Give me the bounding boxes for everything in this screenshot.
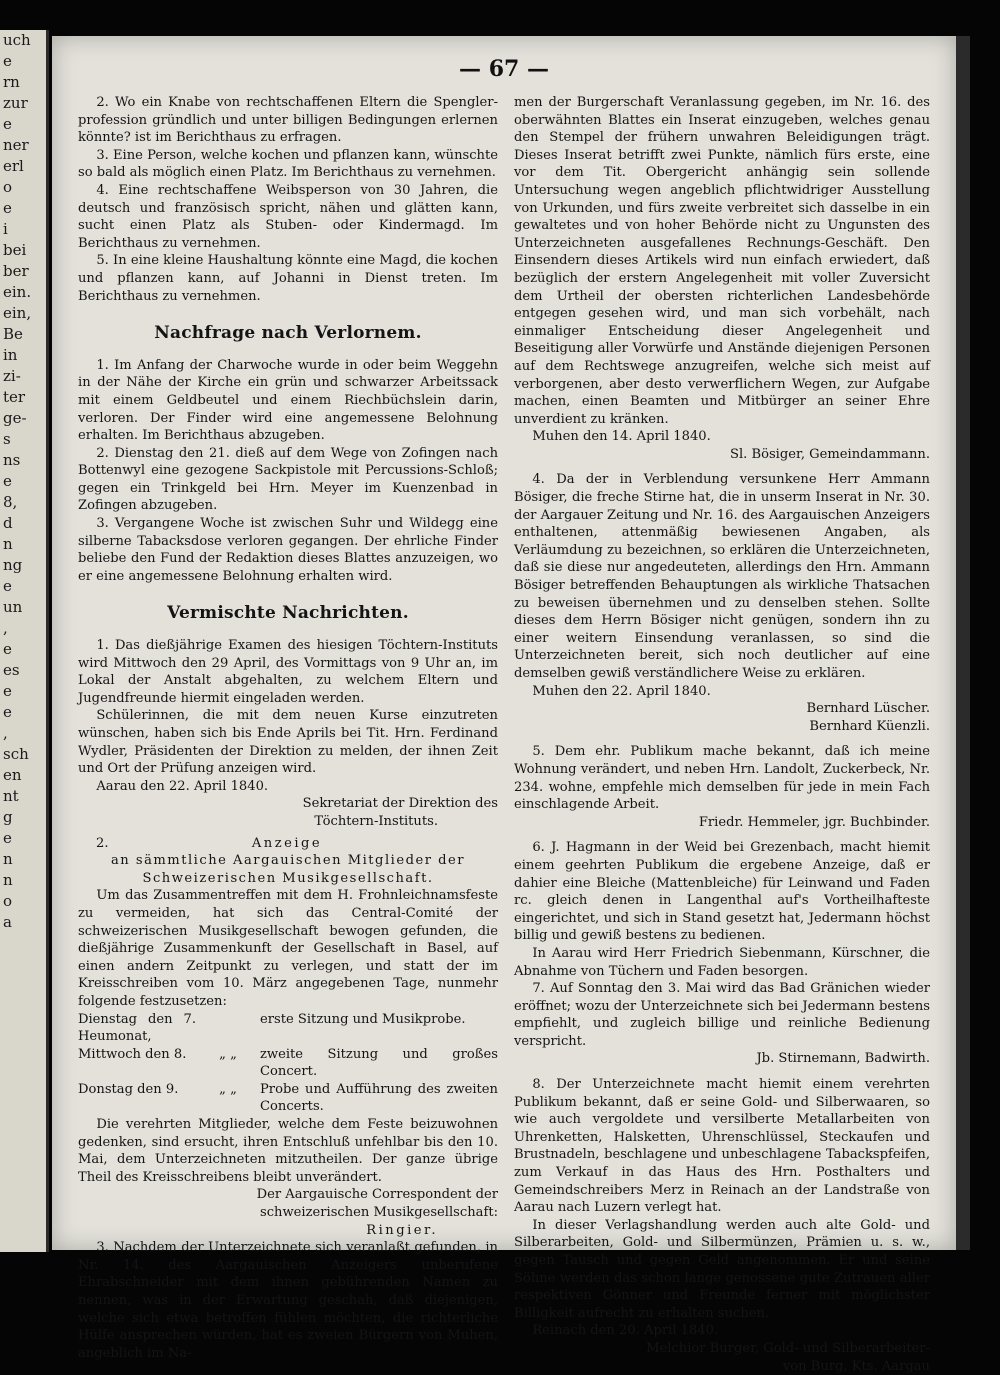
- notice-subtitle: an sämmtliche Aargauischen Mitglieder der: [110, 853, 466, 869]
- adjacent-page-text-fragment: un: [3, 598, 23, 616]
- notice-body: 4. Da der in Verblendung versunkene Herr Ammann Bösiger, die freche Stirne hat, die in unserm Inserat in Nr. 30. der Aargauer Zeitung und Nr. 16. des Aargauischen Anzeigers enthaltenen, attenmäßig bewiesenen Angaben, als Verläumdung zu bezeichnen, so erklären die Unterzeichneten, daß sie diese nur angedeuteten, allerdings den Hrn. Ammann Bösiger betreffenden Behauptungen als wirkliche Thatsachen zu beweisen übernehmen und zu denselben stehen. Sollte dieses dem Herrn Bösiger nicht genügen, sondern ihn zu einer weitern Einsendung veranlassen, so sind die Unterzeichneten bereit, sich noch deutlicher auf eine demselben gewiß verständlichere Weise zu erklären.: [514, 472, 930, 681]
- notice-body: 3. Nachdem der Unterzeichnete sich veranlaßt gefunden, in Nr. 14. des Aargauischen Anzeigers unberufene Ehrabschneider mit dem ihnen gebührenden Namen zu nennen, was in der Erwartung geschah, daß diejenigen, welche sich etwa betroffen fühlen möchten, die richterliche Hülfe ansprechen würden, hat es zweien Bürgern von Muhen, angeblich im Na-: [78, 1240, 498, 1361]
- page-edge: [956, 36, 970, 1250]
- schedule-day: Donstag den 9.: [78, 1081, 179, 1097]
- notice-exam-2: Schülerinnen, die mit dem neuen Kurse einzutreten wünschen, haben sich bis Ende Aprils bei Tit. Hrn. Ferdinand Wydler, Präsidenten der Direktion zu melden, der ihnen Zeit und Ort der Prüfung anzeigen wird.: [78, 708, 498, 777]
- schedule-text: erste Sitzung und Musikprobe.: [260, 1011, 466, 1027]
- adjacent-page-text-fragment: e: [3, 703, 12, 721]
- schedule-text: zweite Sitzung und großes Concert.: [260, 1046, 498, 1080]
- adjacent-page-text-fragment: sch: [3, 745, 29, 763]
- classified-item: 3. Eine Person, welche kochen und pflanzen kann, wünschte so bald als möglich einen Platz. Im Berichthaus zu vernehmen.: [78, 147, 498, 181]
- schedule-day: Mittwoch den 8.: [78, 1046, 187, 1062]
- adjacent-page-text-fragment: ng: [3, 556, 23, 574]
- schedule-row: [78, 1046, 498, 1081]
- notice-signature: Sekretariat der Direktion des: [302, 796, 498, 812]
- adjacent-page-text-fragment: zur: [3, 94, 28, 112]
- page-number: — 67 —: [459, 56, 549, 82]
- left-column: [78, 94, 498, 1362]
- adjacent-page-text-fragment: o: [3, 178, 13, 196]
- lost-item: 1. Im Anfang der Charwoche wurde in oder beim Weggehn in der Nähe der Kirche ein grün und schwarzer Arbeitssack mit einem Geldbeutel und einem Riechbüchslein darin, verloren. Der Finder wird eine angemessene Belohnung erhalten. Im Berichthaus abzugeben.: [78, 357, 498, 444]
- adjacent-page-text-fragment: e: [3, 52, 12, 70]
- adjacent-page-text-fragment: ein,: [3, 304, 32, 322]
- classified-item: 4. Eine rechtschaffene Weibsperson von 30 Jahren, die deutsch und französisch spricht, nähen und glätten kann, sucht einen Platz als Stuben- oder Kindermagd. Im Berichthaus zu vernehmen.: [78, 182, 498, 251]
- schedule-text: Probe und Aufführung des zweiten Concerts.: [260, 1081, 498, 1115]
- adjacent-page-text-fragment: uch: [3, 31, 31, 49]
- notice-signature: Der Aargauische Correspondent der: [256, 1187, 498, 1203]
- notice-signature: Sl. Bösiger, Gemeindammann.: [729, 446, 930, 462]
- adjacent-page-text-fragment: ns: [3, 451, 21, 469]
- adjacent-page-text-fragment: e: [3, 640, 12, 658]
- adjacent-page-text-fragment: Be: [3, 325, 23, 343]
- notice-body: In Aarau wird Herr Friedrich Siebenmann, Kürschner, die Abnahme von Tüchern und Faden besorgen.: [514, 945, 930, 979]
- newspaper-page: [52, 36, 956, 1374]
- notice-signature: Friedr. Hemmeler, jgr. Buchbinder.: [698, 814, 930, 830]
- notice-title-row: [78, 835, 498, 853]
- adjacent-page-text-fragment: ge-: [3, 409, 27, 427]
- adjacent-page-text-fragment: ber: [3, 262, 29, 280]
- notice-signature: Töchtern-Instituts.: [314, 813, 438, 829]
- notice-body: 6. J. Hagmann in der Weid bei Grezenbach, macht hiemit einem geehrten Publikum die ergebene Anzeige, daß er dahier eine Bleiche (Mattenbleiche) für Leinwand und Faden rc. gleich denen in Langenthal auf's Vortheilhafteste eingerichtet, und sich in Stand gesetzt hat, Jedermann höchst billig und gewiß bestens zu bedienen.: [514, 840, 930, 944]
- adjacent-page-text-fragment: en: [3, 766, 22, 784]
- notice-body: 5. Dem ehr. Publikum mache bekannt, daß ich meine Wohnung verändert, und neben Hrn. Landolt, Zuckerbeck, Nr. 234. wohne, empfehle mich demselben für jede in mein Fach einschlagende Arbeit.: [514, 744, 930, 813]
- adjacent-page-text-fragment: e: [3, 199, 12, 217]
- adjacent-page-text-fragment: e: [3, 829, 12, 847]
- notice-body: Um das Zusammentreffen mit dem H. Frohnleichnamsfeste zu vermeiden, hat sich das Central-Comité der schweizerischen Musikgesellschaft bewogen gefunden, die dießjährige Zusammenkunft der Gesellschaft in Basel, auf einen andern Zeitpunkt zu verlegen, und statt der im Kreisschreiben vom 10. März angegebenen Tage, nunmehr folgende festzusetzen:: [78, 888, 498, 1009]
- schedule-day: Dienstag den 7. Heumonat,: [78, 1011, 196, 1045]
- adjacent-page-text-fragment: ,: [3, 619, 8, 637]
- adjacent-page-text-fragment: i: [3, 220, 8, 238]
- adjacent-page-text-fragment: e: [3, 115, 12, 133]
- notice-date: Aarau den 22. April 1840.: [96, 778, 269, 794]
- adjacent-page-text-fragment: n: [3, 871, 13, 889]
- adjacent-page-text-fragment: ,: [3, 724, 8, 742]
- schedule-row: [78, 1011, 498, 1046]
- notice-title: Anzeige: [251, 835, 323, 851]
- notice-body: 8. Der Unterzeichnete macht hiemit einem verehrten Publikum bekannt, daß er seine Gold- und Silberwaaren, so wie auch vergoldete und versilberte Metallarbeiten von Uhrenketten, Halsketten, Uhrenschlüssel, Steckaufen und Brustnadeln, beschlagene und unbeschlagene Tabackspfeifen, zum Verkauf in das Haus des Hrn. Posthalters und Gemeindschreibers Merz in Reinach an der Landstraße von Aarau nach Luzern verlegt hat.: [514, 1077, 930, 1216]
- notice-signature: Bernhard Lüscher.: [806, 701, 930, 717]
- notice-number: 2.: [96, 835, 109, 851]
- classified-item: 2. Wo ein Knabe von rechtschaffenen Eltern die Spenglerprofession gründlich und unter billigen Bedingungen erlernen könnte? ist im Berichthaus zu erfragen.: [78, 95, 498, 146]
- schedule-row: [78, 1081, 498, 1116]
- lost-item: 2. Dienstag den 21. dieß auf dem Wege von Zofingen nach Bottenwyl eine gezogene Sackpistole mit Percussions-Schloß; gegen ein Trinkgeld bei Hrn. Meyer im Kuenzenbad in Zofingen abzugeben.: [78, 445, 498, 514]
- notice-signature: schweizerischen Musikgesellschaft:: [259, 1205, 498, 1221]
- adjacent-page-text-fragment: erl: [3, 157, 24, 175]
- adjacent-page-text-fragment: n: [3, 850, 13, 868]
- adjacent-page-text-fragment: e: [3, 577, 12, 595]
- adjacent-page-text-fragment: s: [3, 430, 11, 448]
- adjacent-page-text-fragment: ein.: [3, 283, 32, 301]
- notice-body: men der Burgerschaft Veranlassung gegeben, im Nr. 16. des oberwähnten Blattes ein Inserat einzugeben, welches genau den Stempel der frühern unwahren Beleidigungen trägt. Dieses Inserat betrifft zwei Punkte, nämlich fürs erste, eine vor dem Tit. Obergericht anhängig sein sollende Untersuchung wegen angeblich pflichtwidriger Ausstellung von Urkunden, und fürs zweite verbreitet sich dasselbe in ein gewaltetes und von hoher Behörde nicht zu Ungunsten des Unterzeichneten ausgefallenes Rechnungs-Geschäft. Den Einsendern dieses Artikels wird nun einfach erwiedert, daß bezüglich der erstern Angelegenheit mit voller Zuversicht dem Urtheil der obersten richterlichen Landesbehörde entgegen gesehen wird, und man sich vorbehält, nach einmaliger Entscheidung dieser Angelegenheit und Beseitigung aller Vorwürfe und Anstände diejenigen Personen auf dem Rechtswege anzugreifen, welche sich meist auf verborgenen, aber desto verwerflichern Wegen, zur Aufgabe machen, einen Beamten und Mitbürger an seiner Ehre unverdient zu kränken.: [514, 95, 930, 427]
- classified-item: 5. In eine kleine Haushaltung könnte eine Magd, die kochen und pflanzen kann, auf Johanni in Dienst treten. Im Berichthaus zu vernehmen.: [78, 253, 498, 304]
- schedule-mark: „ „: [219, 1046, 237, 1062]
- notice-body: In dieser Verlagshandlung werden auch alte Gold- und Silberarbeiten, Gold- und Silbermünzen, Prämien u. s. w., gegen Tausch und gegen Geld angenommen. Er und seine Söhne werden das schon lange genossene gute Zutrauen aller respektiven Gönner und Freunde ferner mit möglichster Billigkeit aufrecht zu erhalten suchen.: [514, 1217, 930, 1321]
- notice-body: Die verehrten Mitglieder, welche dem Feste beizuwohnen gedenken, sind ersucht, ihren Entschluß unfehlbar bis den 10. Mai, dem Unterzeichneten mitzutheilen. Der ganze übrige Theil des Kreisschreibens bleibt unverändert.: [78, 1117, 498, 1185]
- adjacent-page-text-fragment: n: [3, 535, 13, 553]
- notice-signature: Jb. Stirnemann, Badwirth.: [756, 1051, 930, 1067]
- adjacent-page-text-fragment: o: [3, 892, 13, 910]
- section-heading-lost: Nachfrage nach Verlornem.: [154, 323, 422, 344]
- adjacent-page-text-fragment: zi-: [3, 367, 21, 385]
- notice-date: Muhen den 14. April 1840.: [532, 429, 711, 445]
- notice-signature: von Burg, Kts. Aargau: [782, 1358, 930, 1374]
- notice-signature: Melchior Burger, Gold- und Silberarbeiter-: [646, 1340, 930, 1356]
- notice-exam: 1. Das dießjährige Examen des hiesigen Töchtern-Instituts wird Mittwoch den 29 April, des Vormittags von 9 Uhr an, im Lokal der Anstalt abgehalten, zu welchem Eltern und Jugendfreunde hiermit eingeladen werden.: [78, 638, 498, 706]
- adjacent-page-text-fragment: ter: [3, 388, 26, 406]
- schedule-mark: [196, 1011, 260, 1046]
- notice-signature: Ringier.: [366, 1222, 438, 1238]
- notice-body: 7. Auf Sonntag den 3. Mai wird das Bad Gränichen wieder eröffnet; wozu der Unterzeichnete sich bei Jedermann bestens empfiehlt, und zugleich billige und reinliche Bedienung verspricht.: [514, 981, 931, 1049]
- adjacent-page-text-fragment: 8,: [3, 493, 18, 511]
- adjacent-page-text-fragment: g: [3, 808, 13, 826]
- lost-item: 3. Vergangene Woche ist zwischen Suhr und Wildegg eine silberne Tabacksdose verloren gegangen. Der ehrliche Finder beliebe den Fund der Redaktion dieses Blattes anzuzeigen, wo er eine angemessene Belohnung erhalten wird.: [78, 516, 498, 584]
- notice-subtitle: Schweizerischen Musikgesellschaft.: [142, 870, 434, 886]
- adjacent-page-text-fragment: e: [3, 682, 12, 700]
- adjacent-page-text-fragment: rn: [3, 73, 20, 91]
- adjacent-page-text-fragment: ner: [3, 136, 29, 154]
- adjacent-page-text-fragment: e: [3, 472, 12, 490]
- notice-signature: Bernhard Küenzli.: [809, 718, 930, 734]
- notice-date: Reinach den 20. April 1840.: [532, 1323, 719, 1339]
- adjacent-page-text-fragment: bei: [3, 241, 27, 259]
- schedule-mark: „ „: [219, 1081, 237, 1097]
- adjacent-page-text-fragment: d: [3, 514, 13, 532]
- adjacent-page-text-fragment: es: [3, 661, 20, 679]
- adjacent-page-text-fragment: a: [3, 913, 12, 931]
- right-column: [514, 94, 930, 1375]
- adjacent-page-text-fragment: in: [3, 346, 18, 364]
- adjacent-page-text-fragment: nt: [3, 787, 19, 805]
- notice-date: Muhen den 22. April 1840.: [532, 683, 711, 699]
- section-heading-misc: Vermischte Nachrichten.: [167, 603, 409, 624]
- adjacent-page-fragment: [0, 30, 49, 1252]
